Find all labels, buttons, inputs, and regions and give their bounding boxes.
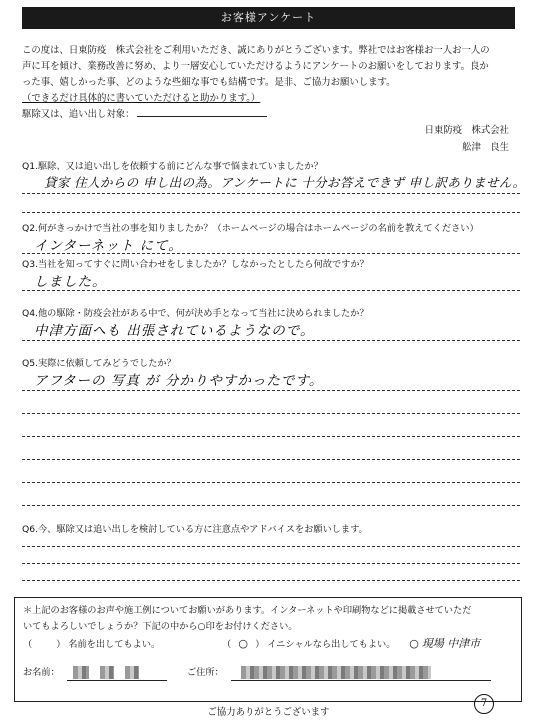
answer-5: アフターの 写真 が 分かりやすかったです。: [34, 373, 324, 389]
option-2-label: イニシャルなら出してもよい。: [267, 639, 396, 650]
target-label: 駆除又は、追い出し対象：: [22, 107, 522, 123]
name-row: [23, 664, 139, 679]
intro-line-3: った事、嬉しかった事、どのような些細な事でも結構です。是非、ご協力お願いします。: [22, 77, 396, 88]
question-4: Q4.他の駆除・防疫会社がある中で、何が決め手となって当社に決められましたか？: [22, 308, 369, 319]
site-location: 現場 中津市: [421, 637, 481, 650]
consent-box: [14, 597, 522, 702]
option-1-label: 名前を出してもよい。: [68, 639, 161, 650]
question-5: Q5.実際に依頼してみどうでしたか？: [22, 358, 176, 369]
intro-line-1: この度は、日東防疫 株式会社をご利用いただき、誠にありがとうございます。弊社ではお客様お一人お一人の: [22, 45, 490, 56]
consent-line-1: ＊上記のお客様のお声や施工例についてお願いがあります。インターネットや印刷物などに掲載させていただ: [23, 605, 472, 616]
name-redacted: [73, 666, 89, 679]
address-row: [187, 664, 431, 679]
consent-line-2: いてもよろしいでしょうか？下記の中から○印をお付けください。: [23, 621, 298, 632]
answer-4: 中津方面へも 出張されているようなので。: [34, 323, 315, 339]
address-redacted: [241, 666, 431, 679]
option-2-checkbox[interactable]: （ ○ ）: [222, 637, 265, 650]
page-number: 7: [474, 694, 494, 714]
question-1: Q1.駆除、又は追い出しを依頼する前にどんな事で悩まれていましたか？: [22, 161, 323, 172]
question-3: Q3.当社を知ってすぐに問い合わせをしましたか？しなかったとしたら何故ですか？: [22, 259, 369, 270]
question-6: Q6.今、駆除又は追い出しを検討している方に注意点やアドバイスをお願いします。: [22, 524, 368, 535]
consent-options: [23, 635, 480, 651]
intro-line-4: （できるだけ具体的に書いていただけると助かります。）: [22, 93, 261, 104]
option-1-checkbox[interactable]: （ ）: [23, 639, 66, 650]
company-signature: [425, 122, 509, 156]
intro-text: [22, 43, 522, 123]
question-2: Q2.何がきっかけで当社の事を知りましたか？（ホームページの場合はホームページの名前を教えてください）: [22, 223, 479, 234]
answer-3: しました。: [34, 274, 107, 290]
company-name: 日東防疫 株式会社: [424, 125, 509, 136]
name-label: お名前：: [23, 667, 60, 678]
answer-2: インターネット にて。: [34, 238, 183, 254]
answer-1: 貸家 住人からの 申し出の為。アンケートに 十分お答えできず 申し訳ありません。: [44, 175, 526, 190]
form-title: お客様アンケート: [22, 7, 515, 29]
address-label: ご住所：: [187, 667, 224, 678]
option-3-mark: ○: [409, 637, 419, 650]
intro-line-2: 声に耳を傾け、業務改善に努め、より一層安心していただけるようにアンケートのお願いをしております。良か: [22, 61, 489, 72]
closing-text: ご協力ありがとうございます: [207, 707, 330, 718]
company-person: 舩津 良生: [462, 142, 509, 153]
